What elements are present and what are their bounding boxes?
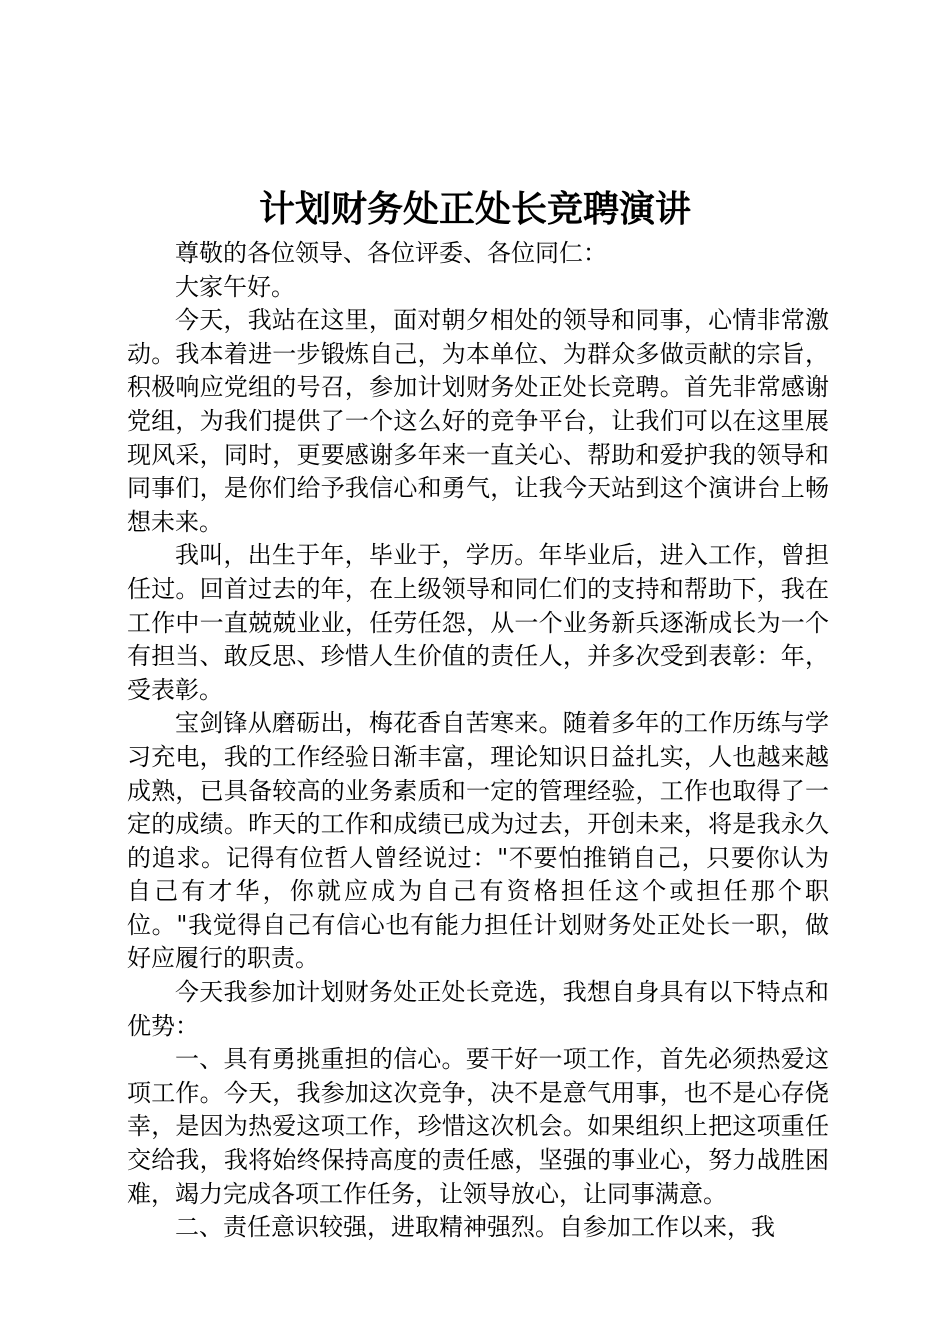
paragraph: 今天我参加计划财务处正处长竞选，我想自身具有以下特点和优势： — [127, 978, 829, 1040]
paragraph: 我叫，出生于年，毕业于，学历。年毕业后，进入工作，曾担任过。回首过去的年，在上级领导和同仁们的支持和帮助下，我在工作中一直兢兢业业，任劳任怨，从一个业务新兵逐渐成长为一个有担当、敢反思、珍惜人生价值的责任人，并多次受到表彰：年，受表彰。 — [127, 541, 829, 704]
greeting: 大家午好。 — [175, 272, 295, 301]
document-title: 计划财务处正处长竞聘演讲 — [258, 188, 691, 230]
paragraph: 一、具有勇挑重担的信心。要干好一项工作，首先必须热爱这项工作。今天，我参加这次竞争，决不是意气用事，也不是心存侥幸，是因为热爱这项工作，珍惜这次机会。如果组织上把这项重任交给我，我将始终保持高度的责任感，坚强的事业心，努力战胜困难，竭力完成各项工作任务，让领导放心，让同事满意。 — [127, 1045, 829, 1208]
document-body — [127, 237, 829, 1245]
paragraph: 今天，我站在这里，面对朝夕相处的领导和同事，心情非常激动。我本着进一步锻炼自己，为本单位、为群众多做贡献的宗旨，积极响应党组的号召，参加计划财务处正处长竞聘。首先非常感谢党组，为我们提供了一个这么好的竞争平台，让我们可以在这里展现风采，同时，更要感谢多年来一直关心、帮助和爱护我的领导和同事们，是你们给予我信心和勇气，让我今天站到这个演讲台上畅想未来。 — [127, 306, 829, 536]
salutation: 尊敬的各位领导、各位评委、各位同仁： — [175, 239, 607, 267]
paragraph: 宝剑锋从磨砺出，梅花香自苦寒来。随着多年的工作历练与学习充电，我的工作经验日渐丰富，理论知识日益扎实，人也越来越成熟，已具备较高的业务素质和一定的管理经验，工作也取得了一定的成绩。昨天的工作和成绩已成为过去，开创未来，将是我永久的追求。记得有位哲人曾经说过："不要怕推销自己，只要你认为自己有才华，你就应成为自己有资格担任这个或担任那个职位。"我觉得自己有信心也有能力担任计划财务处正处长一职，做好应履行的职责。 — [127, 709, 829, 973]
paragraph: 二、责任意识较强，进取精神强烈。自参加工作以来，我 — [175, 1213, 775, 1242]
